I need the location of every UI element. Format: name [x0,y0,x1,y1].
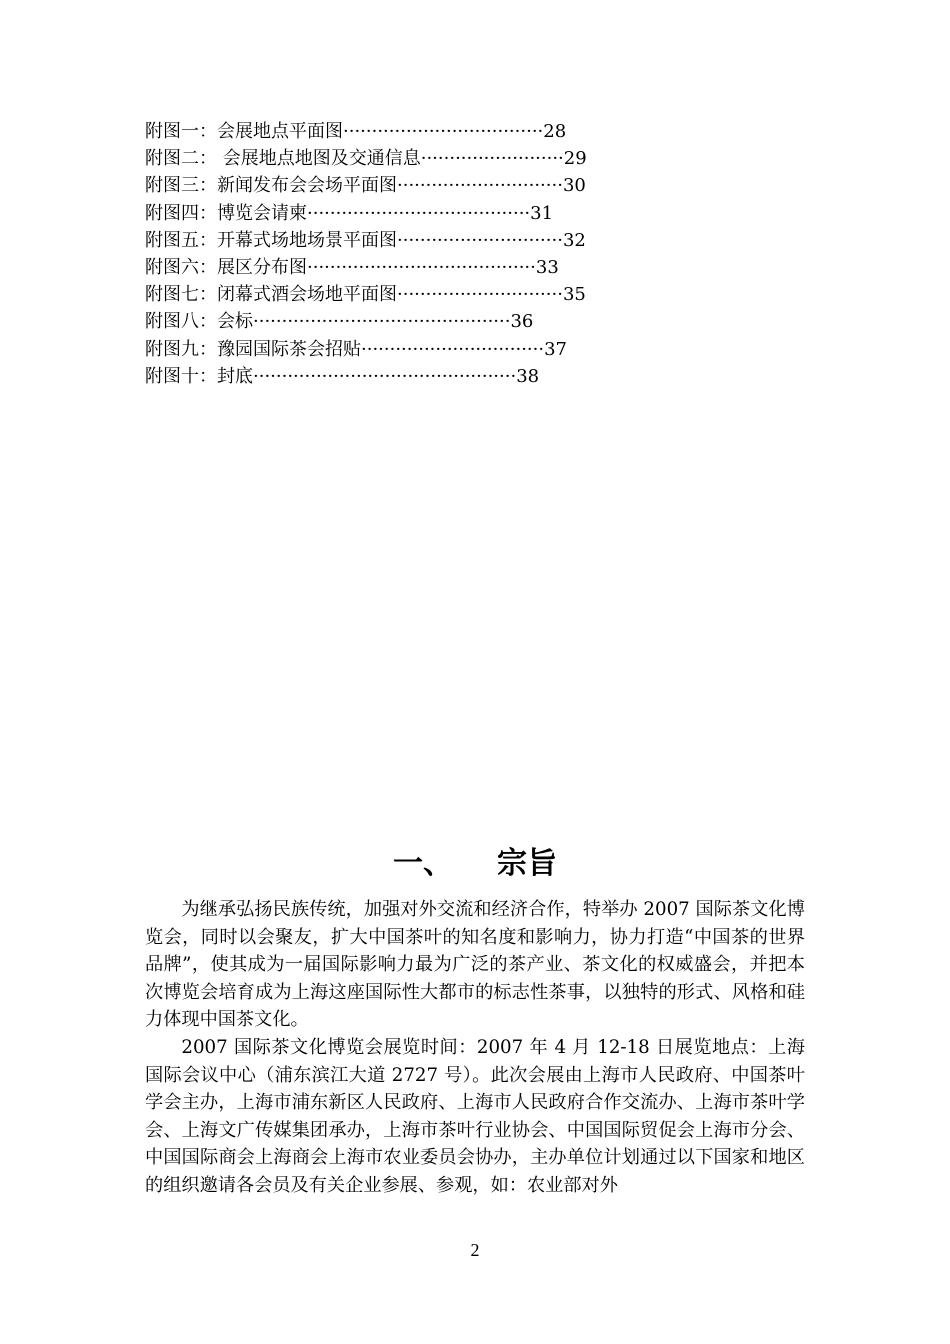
toc-leader: ··································· [343,121,544,142]
section-title: 宗旨 [497,846,557,881]
toc-leader: ····························· [397,175,563,197]
toc-page-number: 30 [562,175,586,197]
toc-leader: ······································· [307,202,531,224]
toc-entry-label: 附图五：开幕式场地场景平面图 [145,229,397,251]
toc-entry[interactable] [145,227,587,254]
toc-entry-label: 附图七：闭幕式酒会场地平面图 [145,284,397,306]
page-number: 2 [470,1240,480,1260]
appendix-figure-list [145,118,587,390]
toc-entry[interactable] [145,363,587,390]
toc-entry[interactable] [145,336,587,363]
body-paragraph: 2007 国际茶文化博览会展览时间：2007 年 4 月 12-18 日展览地点：上海国际会议中心（浦东滨江大道 2727 号）。此次会展由上海市人民政府、中国茶叶学会主办，上海市浦东新区人民政府、上海市人民政府合作交流办、上海市茶叶学会、上海文广传媒集团承办，上海市茶叶行业协会、中国国际贸促会上海市分会、中国国际商会上海商会上海市农业委员会协办，主办单位计划通过以下国家和地区的组织邀请各会员及有关企业参展、参观，如：农业部对外 [145,1036,805,1196]
section-heading [0,838,950,882]
toc-entry[interactable] [145,308,587,335]
toc-page-number: 36 [510,311,534,333]
toc-entry[interactable] [145,145,587,172]
toc-leader: ············································· [253,311,511,333]
toc-page-number: 32 [562,229,586,251]
toc-page-number: 31 [530,202,554,224]
toc-leader: ························· [420,148,564,170]
toc-entry-label: 附图九：豫园国际茶会招贴 [145,338,361,360]
toc-page-number: 33 [535,257,559,279]
toc-entry-label: 附图八：会标 [145,311,253,333]
toc-page-number: 35 [562,284,586,306]
toc-leader: ····························· [397,229,563,251]
section-number: 一、 [393,846,453,881]
toc-leader: ····························· [397,284,563,306]
section-body [145,896,805,1200]
toc-entry-label: 附图二： 会展地点地图及交通信息 [145,148,421,170]
toc-entry-label: 附图四：博览会请柬 [145,202,307,224]
toc-entry[interactable] [145,118,587,145]
toc-page-number: 37 [544,338,567,360]
toc-leader: ································ [361,338,545,360]
toc-entry-label: 附图六：展区分布图 [145,257,307,279]
toc-entry-label: 附图十：封底 [145,365,253,387]
toc-entry[interactable] [145,254,587,281]
toc-entry[interactable] [145,172,587,199]
toc-leader: ·············································· [253,365,517,387]
body-paragraph: 为继承弘扬民族传统，加强对外交流和经济合作，特举办 2007 国际茶文化博览会，同时以会聚友，扩大中国茶叶的知名度和影响力，协力打造“中国茶的世界品牌”，使其成为一届国际影响力最为广泛的茶产业、茶文化的权威盛会，并把本次博览会培育成为上海这座国际性大都市的标志性茶事，以独特的形式、风格和硅力体现中国茶文化。 [145,899,805,1031]
toc-page-number: 38 [516,365,540,387]
toc-page-number: 28 [543,121,567,142]
toc-leader: ········································ [307,257,536,279]
toc-entry[interactable] [145,281,587,308]
toc-entry-label: 附图一：会展地点平面图 [145,121,343,142]
toc-entry-label: 附图三：新闻发布会会场平面图 [145,175,397,197]
toc-entry[interactable] [145,200,587,227]
toc-page-number: 29 [563,148,587,170]
